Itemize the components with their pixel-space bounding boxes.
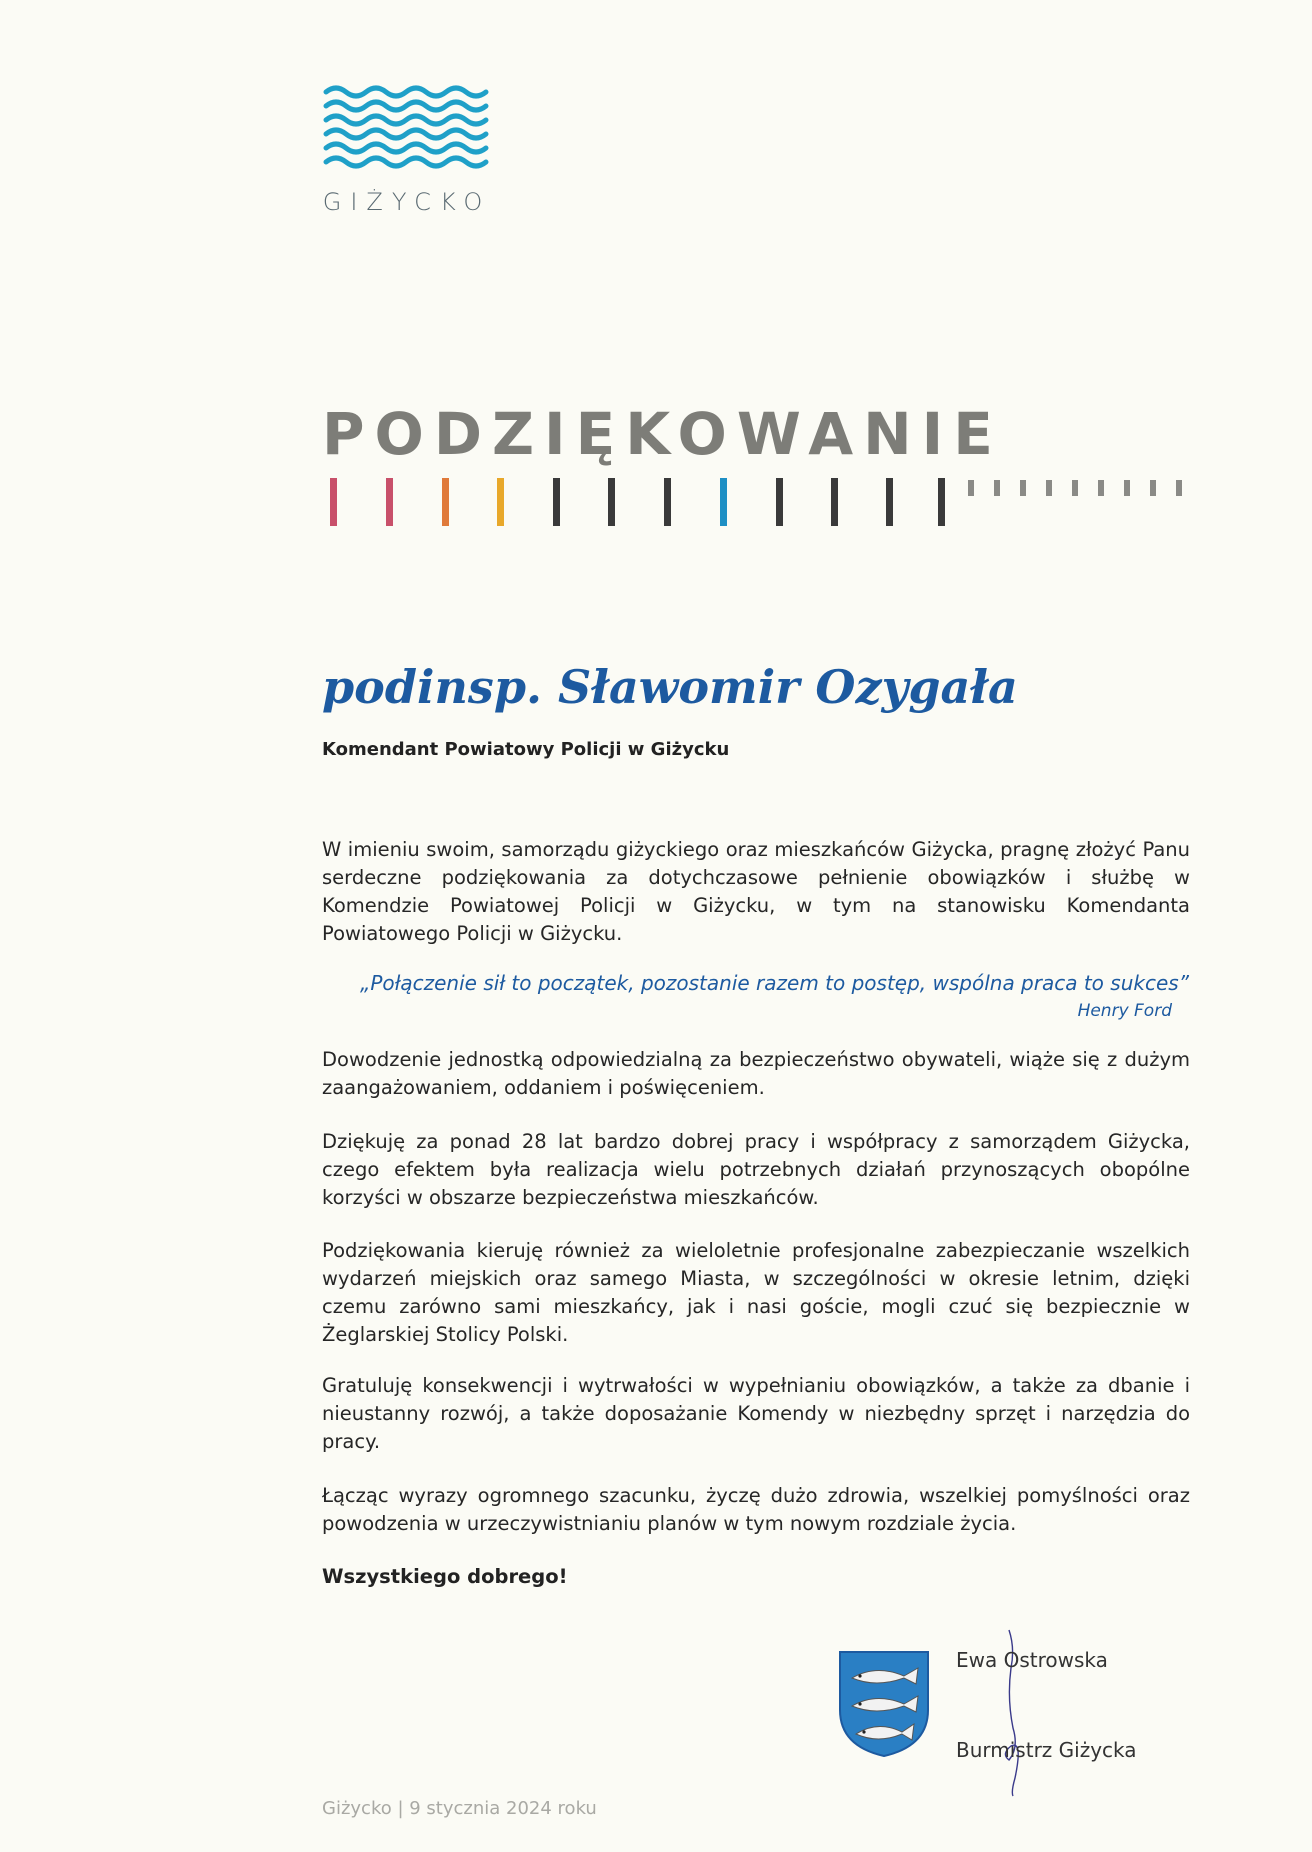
signer-title: Burmistrz Giżycka [956, 1738, 1137, 1762]
footer-place-date: Giżycko | 9 stycznia 2024 roku [322, 1798, 597, 1819]
gizycko-logo [322, 84, 492, 216]
recipient-role: Komendant Powiatowy Policji w Giżycku [322, 739, 730, 760]
signer-name: Ewa Ostrowska [956, 1648, 1108, 1672]
page-title: PODZIĘKOWANIE [322, 400, 1003, 468]
quote: „Połączenie sił to początek, pozostanie razem to postęp, wspólna praca to sukces” [359, 971, 1190, 995]
paragraph-2: Dowodzenie jednostką odpowiedzialną za bezpieczeństwo obywateli, wiąże się z dużym zaangażowaniem, oddaniem i poświęceniem. [322, 1048, 1190, 1099]
accent-bars [330, 478, 1230, 534]
accent-bar [386, 478, 393, 526]
recipient-name: podinsp. Sławomir Ozygała [322, 660, 1018, 714]
waves-icon [322, 84, 492, 179]
accent-bar [553, 478, 560, 526]
accent-bar-small [1150, 480, 1156, 496]
accent-bar-small [1176, 480, 1182, 496]
accent-bar-small [968, 480, 974, 496]
accent-bar-small [1046, 480, 1052, 496]
accent-bar [720, 478, 727, 526]
accent-bar-small [1124, 480, 1130, 496]
paragraph-6: Łącząc wyrazy ogromnego szacunku, życzę dużo zdrowia, wszelkiej pomyślności oraz powodzenia w urzeczywistnianiu planów w tym nowym rozdziale życia. [322, 1484, 1190, 1535]
accent-bar [938, 478, 945, 526]
accent-bar-small [994, 480, 1000, 496]
coat-of-arms-fish-icon [838, 1650, 930, 1762]
accent-bar [831, 478, 838, 526]
accent-bar-small [1072, 480, 1078, 496]
accent-bar-small [1098, 480, 1104, 496]
accent-bar [664, 478, 671, 526]
accent-bar [442, 478, 449, 526]
paragraph-1: W imieniu swoim, samorządu giżyckiego oraz mieszkańców Giżycka, pragnę złożyć Panu serdeczne podziękowania za dotychczasowe pełnienie obowiązków i służbę w Komendzie Powiatowej Policji w Giżycku, w tym na stanowisku Komendanta Powiatowego Policji w Giżycku. [322, 838, 1190, 945]
quote-author: Henry Ford [1077, 1001, 1172, 1021]
accent-bar [776, 478, 783, 526]
accent-bar [497, 478, 504, 526]
paragraph-3: Dziękuję za ponad 28 lat bardzo dobrej pracy i współpracy z samorządem Giżycka, czego efektem była realizacja wielu potrzebnych działań przynoszących obopólne korzyści w obszarze bezpieczeństwa mieszkańców. [322, 1130, 1190, 1209]
accent-bar [886, 478, 893, 526]
accent-bar [608, 478, 615, 526]
logo-text: GIŻYCKO [322, 188, 492, 216]
accent-bar [330, 478, 337, 526]
paragraph-4: Podziękowania kieruję również za wieloletnie profesjonalne zabezpieczanie wszelkich wydarzeń miejskich oraz samego Miasta, w szczególności w okresie letnim, dzięki czemu zarówno sami mieszkańcy, jak i nasi goście, mogli czuć się bezpiecznie w Żeglarskiej Stolicy Polski. [322, 1239, 1190, 1346]
paragraph-5: Gratuluję konsekwencji i wytrwałości w wypełnianiu obowiązków, a także za dbanie i nieustanny rozwój, a także doposażanie Komendy w niezbędny sprzęt i narzędzia do pracy. [322, 1374, 1190, 1453]
accent-bar-small [1020, 480, 1026, 496]
closing-line: Wszystkiego dobrego! [322, 1565, 568, 1588]
